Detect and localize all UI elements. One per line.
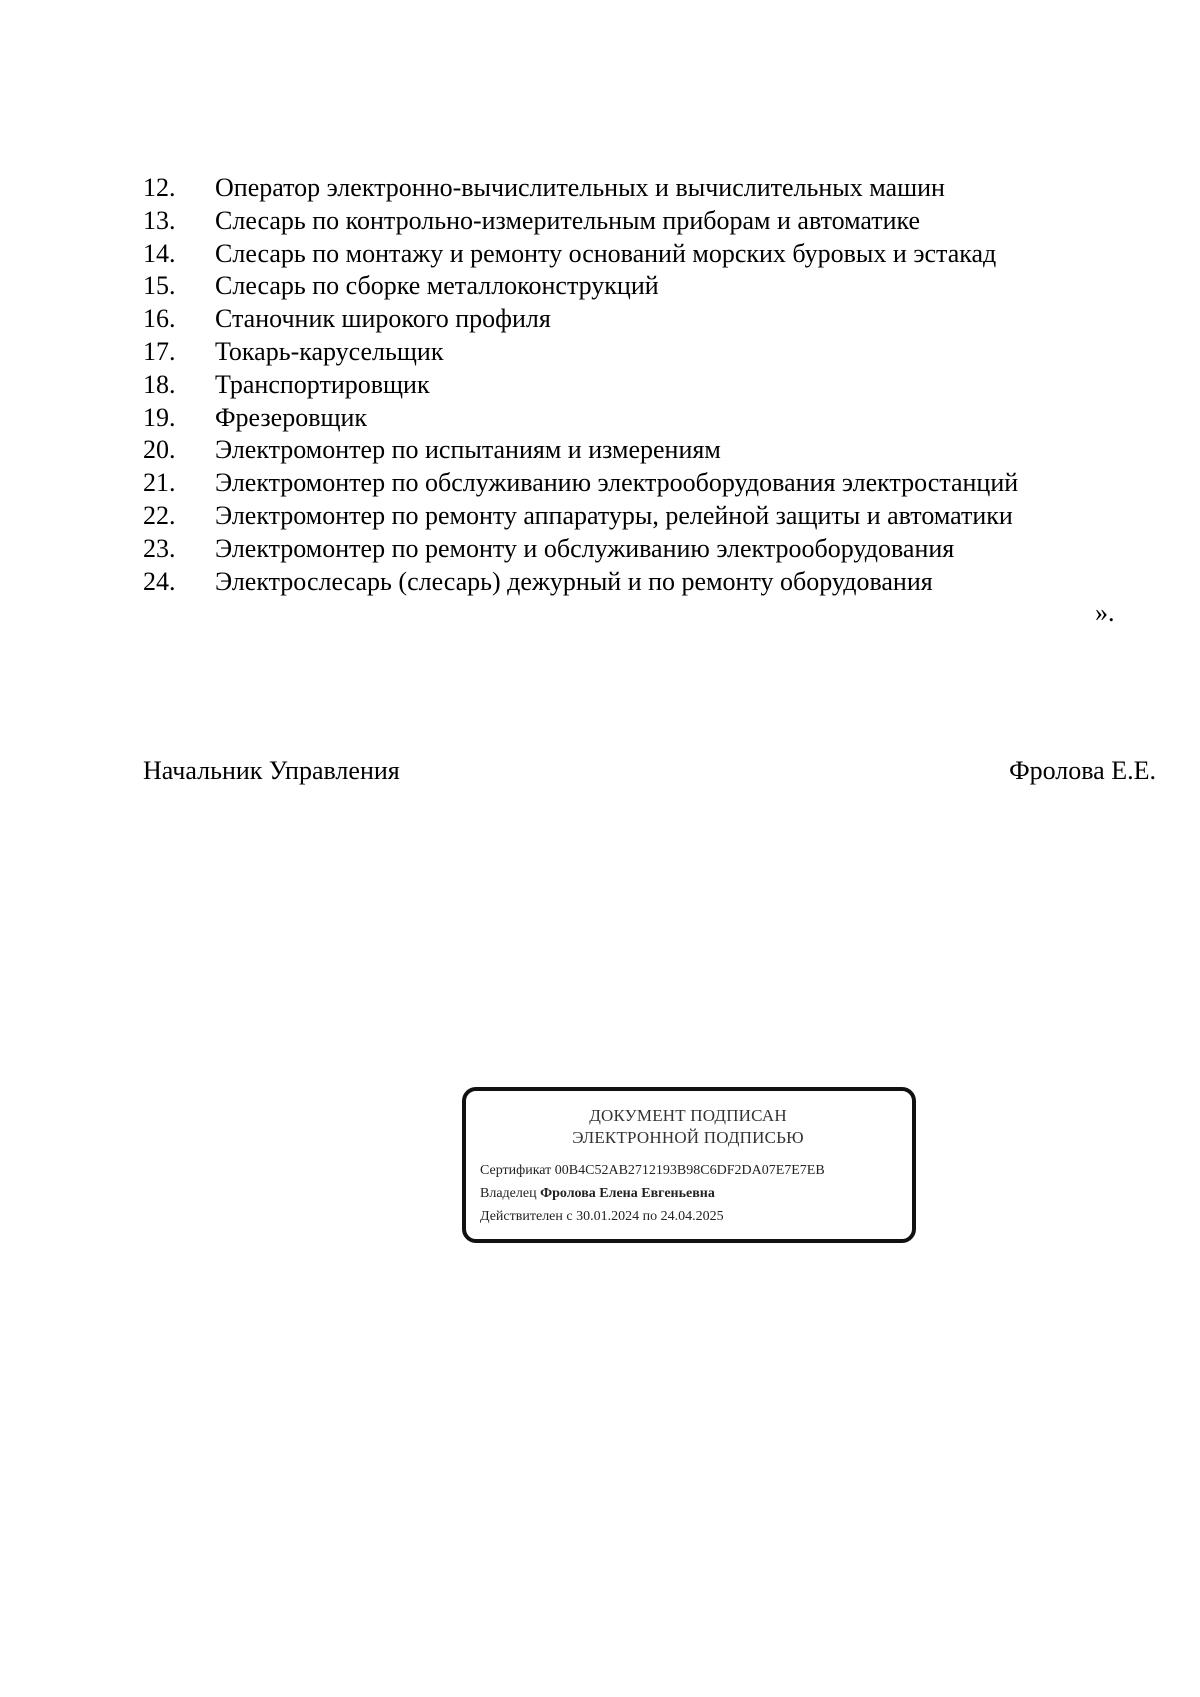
stamp-valid-label: Действителен с [480,1209,573,1224]
list-item-text: Токарь-карусельщик [215,336,444,366]
stamp-header-line: ДОКУМЕНТ ПОДПИСАН [589,1106,787,1125]
list-item-text: Слесарь по монтажу и ремонту оснований морских буровых и эстакад [215,238,997,268]
list-item [143,238,1143,271]
list-item-text: Слесарь по контрольно-измерительным приборам и автоматике [215,205,921,235]
list-item-text: Электромонтер по испытаниям и измерениям [215,435,721,465]
list-item [143,434,1143,467]
list-item-text: Оператор электронно-вычислительных и вычислительных машин [215,173,945,202]
stamp-valid-to-label: по [642,1209,658,1224]
list-item-text: Электромонтер по обслуживанию электрооборудования электростанций [215,468,1019,498]
list-item-number: 19. [143,402,176,432]
list-item-number: 15. [143,271,176,301]
list-item-number: 17. [143,336,176,366]
stamp-certificate-label: Сертификат [480,1163,552,1178]
list-item-text: Электрослесарь (слесарь) дежурный и по ремонту оборудования [215,566,933,596]
list-item-number: 14. [143,238,176,268]
stamp-owner [480,1182,896,1205]
list-item-number: 24. [143,566,176,596]
stamp-valid-from: 30.01.2024 [576,1209,640,1224]
list-item-number: 22. [143,500,176,530]
list-item-number: 18. [143,369,176,399]
list-item-text: Станочник широкого профиля [215,304,551,334]
signatory-title: Начальник Управления [143,756,400,785]
list-item-number: 21. [143,468,176,498]
list-item [143,369,1143,402]
list-item-number: 16. [143,304,176,334]
list-item-number: 20. [143,435,176,465]
stamp-validity [480,1205,896,1228]
list-item-number: 13. [143,205,176,235]
stamp-owner-label: Владелец [480,1186,537,1201]
list-item-number: 12. [143,173,176,202]
list-item-number: 23. [143,533,176,563]
stamp-details [480,1159,896,1228]
list-item [143,303,1143,336]
list-item-text: Фрезеровщик [215,402,368,432]
electronic-signature-stamp [462,1087,916,1243]
list-item [143,467,1143,500]
stamp-certificate [480,1159,896,1182]
signatory-name: Фролова Е.Е. [1009,756,1156,785]
list-item [143,336,1143,369]
list-item-text: Электромонтер по ремонту и обслуживанию электрооборудования [215,533,955,563]
list-item-text: Транспортировщик [215,369,430,399]
stamp-header [480,1105,896,1149]
list-item [143,533,1143,566]
list-item [143,270,1143,303]
stamp-certificate-value: 00B4C52AB2712193B98C6DF2DA07E7E7EB [554,1163,825,1178]
closing-quote: ». [1095,598,1115,627]
list-item [143,205,1143,238]
list-item-text: Слесарь по сборке металлоконструкций [215,271,659,301]
list-item [143,566,1143,599]
list-item [143,172,1143,205]
stamp-valid-to: 24.04.2025 [660,1209,724,1224]
list-item [143,402,1143,435]
stamp-owner-value: Фролова Елена Евгеньевна [540,1186,715,1201]
stamp-header-line: ЭЛЕКТРОННОЙ ПОДПИСЬЮ [572,1128,804,1147]
list-item-text: Электромонтер по ремонту аппаратуры, релейной защиты и автоматики [215,500,1013,530]
list-item [143,500,1143,533]
profession-list [143,172,1143,598]
